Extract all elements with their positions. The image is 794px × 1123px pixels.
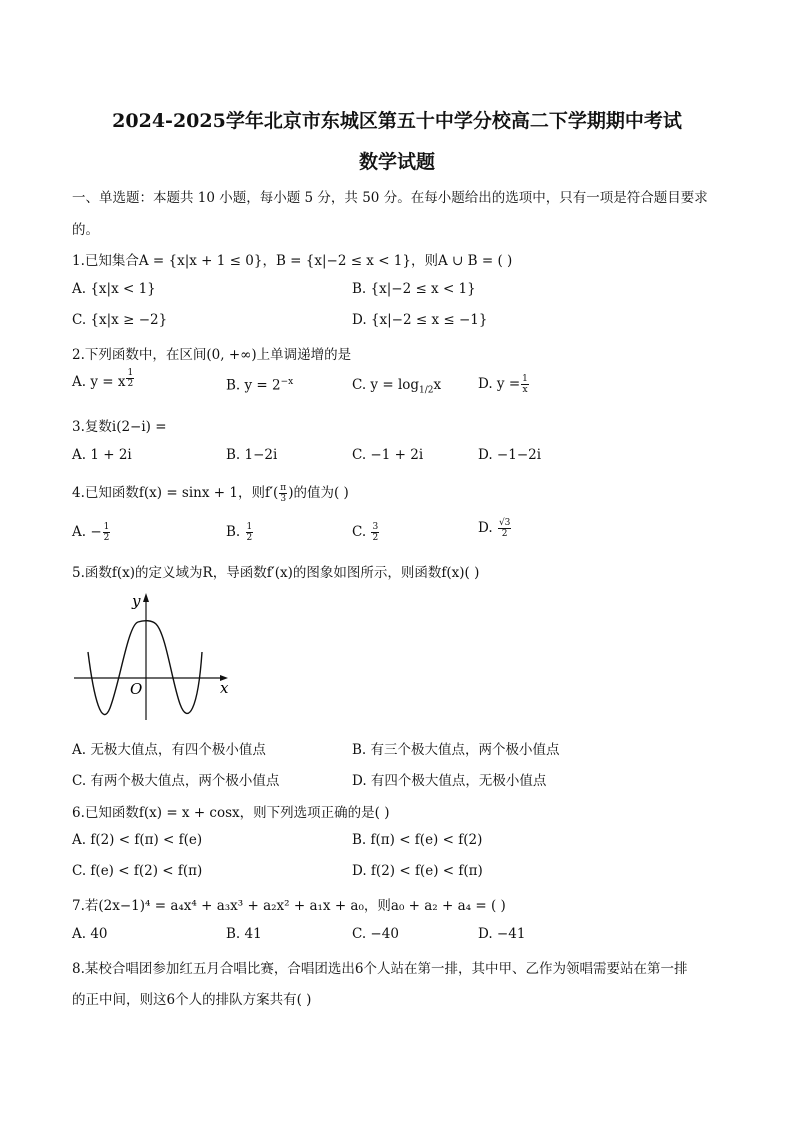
question-1-option-a: A. {x|x < 1} [72, 281, 156, 297]
question-8-stem-cont: 的正中间，则这6个人的排队方案共有( ) [72, 992, 312, 1008]
question-2-option-d: D. y = $\frac{1}{x}$ [478, 374, 528, 395]
question-4-option-c: C. $\frac{3}{2}$ [352, 522, 379, 543]
question-6-option-a: A. f(2) < f(π) < f(e) [72, 832, 203, 848]
question-5-stem: 5.函数f(x)的定义域为R，导函数f′(x)的图象如图所示，则函数f(x)( ) [72, 565, 480, 581]
section-heading: 一、单选题：本题共 10 小题，每小题 5 分，共 50 分。在每小题给出的选项中，只有一项是符合题目要求 [72, 190, 708, 206]
exam-subtitle: 数学试题 [358, 151, 435, 173]
question-1-option-d: D. {x|−2 ≤ x ≤ −1} [352, 312, 488, 328]
question-2-option-c: C. $y = \log_{1/2}x$ [352, 377, 442, 396]
question-4-option-a: A. − $\frac{1}{2}$ [72, 522, 110, 543]
question-3-option-a: A. 1 + 2i [72, 447, 132, 463]
question-3-option-c: C. −1 + 2i [352, 447, 424, 463]
question-5-option-a: A. 无极大值点，有四个极小值点 [72, 742, 266, 758]
x-axis-label: x [220, 679, 229, 697]
section-heading-cont: 的。 [72, 222, 99, 238]
question-4-option-b: B. $\frac{1}{2}$ [226, 522, 253, 543]
question-7-option-b: B. 41 [226, 926, 262, 942]
question-1-stem: 1.已知集合A = {x|x + 1 ≤ 0}，B = {x|−2 ≤ x < 1}，则A ∪ B = ( ) [72, 253, 513, 269]
question-6-stem: 6.已知函数f(x) = x + cosx，则下列选项正确的是( ) [72, 805, 390, 821]
question-7-option-a: A. 40 [72, 926, 108, 942]
question-5-option-c: C. 有两个极大值点，两个极小值点 [72, 773, 280, 789]
question-2-option-a: A. y = x $\frac{1}{2}$ [72, 368, 134, 390]
question-4-option-d: D. $\frac{√3}{2}$ [478, 518, 511, 539]
derivative-curve [88, 621, 202, 715]
question-6-option-c: C. f(e) < f(2) < f(π) [72, 863, 203, 879]
question-1-option-c: C. {x|x ≥ −2} [72, 312, 168, 328]
question-7-option-c: C. −40 [352, 926, 399, 942]
question-4-stem: 4.已知函数f(x) = sinx + 1，则f′( $\frac{\pi}{3}$ )的值为( ) [72, 483, 349, 504]
question-3-option-d: D. −1−2i [478, 447, 542, 463]
question-7-option-d: D. −41 [478, 926, 526, 942]
question-1-option-b: B. {x|−2 ≤ x < 1} [352, 281, 476, 297]
question-5-option-b: B. 有三个极大值点，两个极小值点 [352, 742, 560, 758]
y-axis-arrow [143, 593, 149, 602]
origin-label: O [130, 680, 143, 698]
question-3-option-b: B. 1−2i [226, 447, 278, 463]
question-6-option-d: D. f(2) < f(e) < f(π) [352, 863, 483, 879]
question-6-option-b: B. f(π) < f(e) < f(2) [352, 832, 483, 848]
question-8-stem: 8.某校合唱团参加红五月合唱比赛，合唱团选出6个人站在第一排，其中甲、乙作为领唱需要站在第一排 [72, 961, 688, 977]
question-7-stem: 7.若(2x−1)⁴ = a₄x⁴ + a₃x³ + a₂x² + a₁x + a₀，则a₀ + a₂ + a₄ = ( ) [72, 898, 506, 914]
question-5-option-d: D. 有四个极大值点，无极小值点 [352, 773, 547, 789]
question-3-stem: 3.复数i(2−i) = [72, 419, 167, 435]
question-2-stem: 2.下列函数中，在区间(0, +∞)上单调递增的是 [72, 347, 352, 363]
question-2-option-b: B. $y = 2^{-x}$ [226, 377, 294, 394]
y-axis-label: y [132, 592, 141, 610]
derivative-graph [72, 590, 242, 730]
exam-title: 2024-2025学年北京市东城区第五十中学分校高二下学期期中考试 [112, 110, 682, 132]
